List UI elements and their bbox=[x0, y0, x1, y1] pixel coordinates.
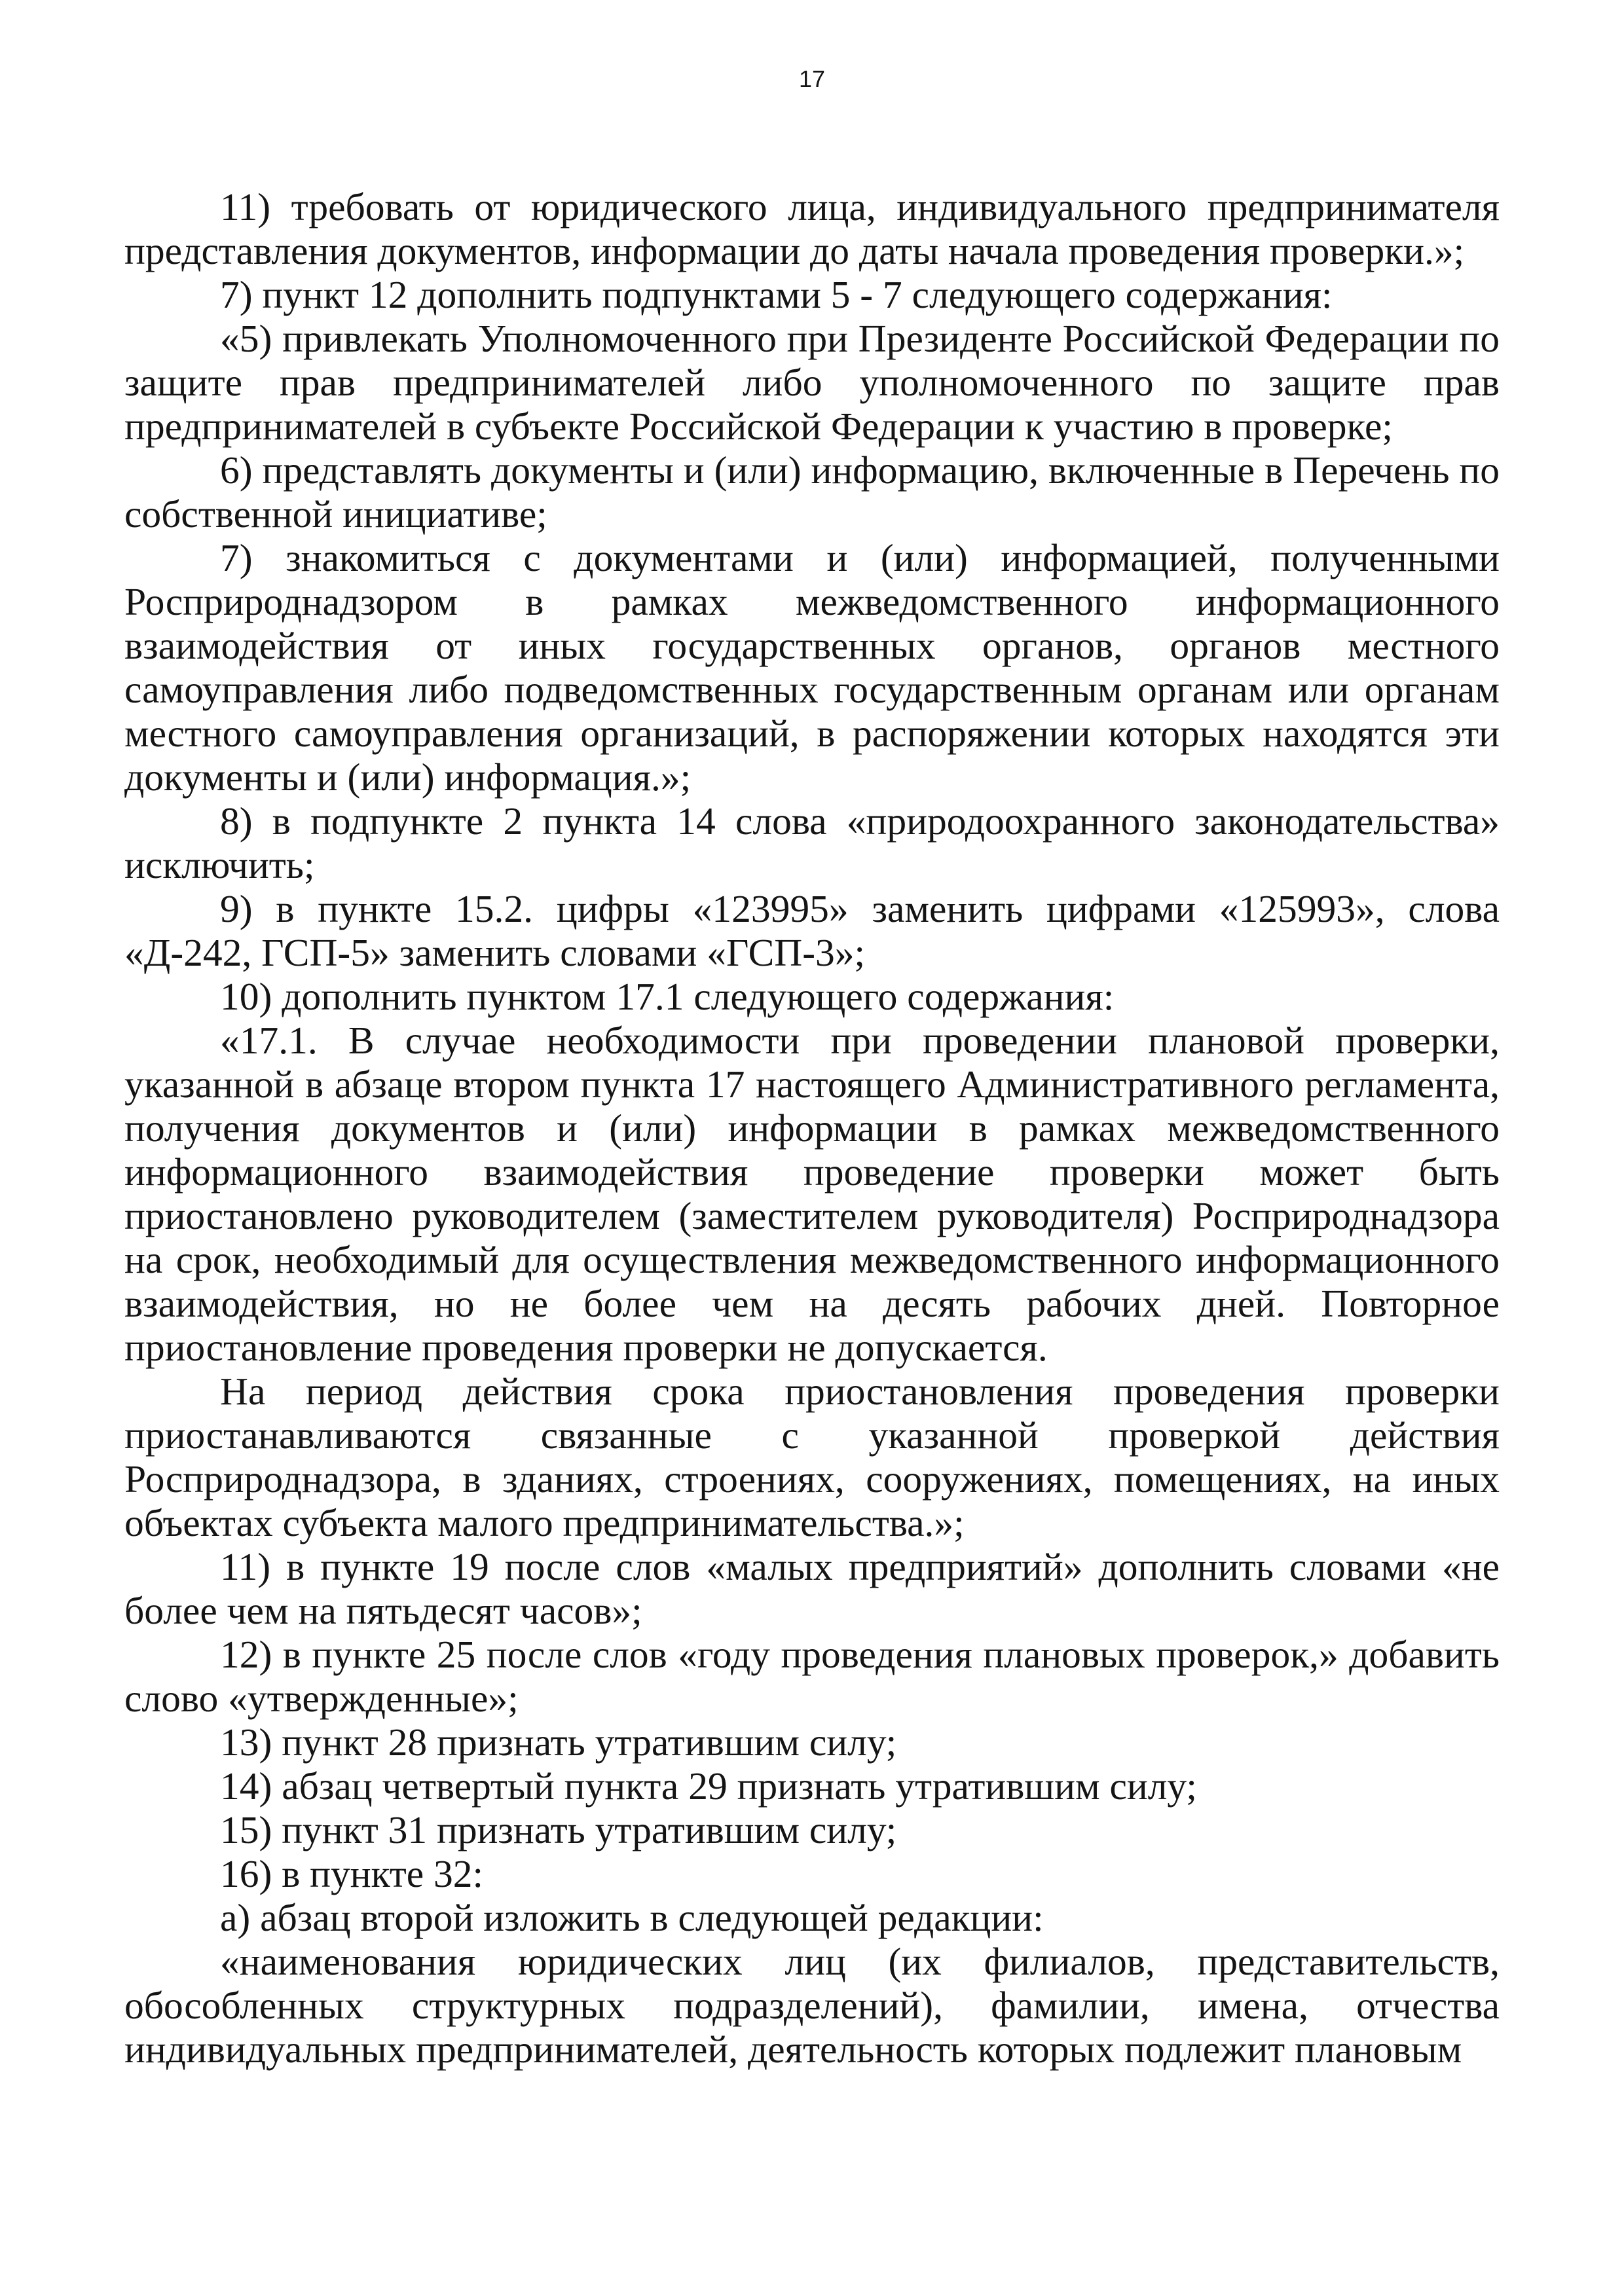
paragraph: 16) в пункте 32: bbox=[220, 1852, 484, 1895]
paragraph: 12) в пункте 25 после слов «году проведения плановых проверок,» добавить слово «утвержденные»; bbox=[124, 1633, 1500, 1720]
page-number: 17 bbox=[798, 65, 826, 92]
paragraph: 14) абзац четвертый пункта 29 признать утратившим силу; bbox=[220, 1764, 1197, 1808]
paragraph: 6) представлять документы и (или) информацию, включенные в Перечень по собственной инициативе; bbox=[124, 448, 1500, 536]
paragraph: 7) пункт 12 дополнить подпунктами 5 - 7 следующего содержания: bbox=[220, 273, 1333, 316]
paragraph: 13) пункт 28 признать утратившим силу; bbox=[220, 1721, 897, 1764]
paragraph: 15) пункт 31 признать утратившим силу; bbox=[220, 1808, 897, 1851]
paragraph: 8) в подпункте 2 пункта 14 слова «природоохранного законодательства» исключить; bbox=[124, 799, 1500, 886]
paragraph: «наименования юридических лиц (их филиалов, представительств, обособленных структурных подразделений), фамилии, имена, отчества индивидуальных предпринимателей, деятельность которых подлежит плановым bbox=[124, 1940, 1500, 2071]
paragraph: «5) привлекать Уполномоченного при Президенте Российской Федерации по защите прав предпринимателей либо уполномоченного по защите прав предпринимателей в субъекте Российской Федерации к участию в проверке; bbox=[124, 317, 1500, 448]
paragraph: 11) в пункте 19 после слов «малых предприятий» дополнить словами «не более чем на пятьдесят часов»; bbox=[124, 1545, 1500, 1632]
paragraph: На период действия срока приостановления проведения проверки приостанавливаются связанные с указанной проверкой действия Росприроднадзора, в зданиях, строениях, сооружениях, помещениях, на иных объектах субъекта малого предпринимательства.»; bbox=[124, 1370, 1500, 1544]
paragraph: 10) дополнить пунктом 17.1 следующего содержания: bbox=[220, 975, 1115, 1018]
document-body bbox=[124, 185, 1500, 2071]
paragraph: 9) в пункте 15.2. цифры «123995» заменить цифрами «125993», слова «Д-242, ГСП-5» заменить словами «ГСП-3»; bbox=[124, 887, 1500, 974]
paragraph: а) абзац второй изложить в следующей редакции: bbox=[220, 1896, 1044, 1939]
paragraph: 7) знакомиться с документами и (или) информацией, полученными Росприроднадзором в рамках межведомственного информационного взаимодействия от иных государственных органов, органов местного самоуправления либо подведомственных государственным органам или органам местного самоуправления организаций, в распоряжении которых находятся эти документы и (или) информация.»; bbox=[124, 536, 1500, 799]
paragraph: «17.1. В случае необходимости при проведении плановой проверки, указанной в абзаце втором пункта 17 настоящего Административного регламента, получения документов и (или) информации в рамках межведомственного информационного взаимодействия проведение проверки может быть приостановлено руководителем (заместителем руководителя) Росприроднадзора на срок, необходимый для осуществления межведомственного информационного взаимодействия, но не более чем на десять рабочих дней. Повторное приостановление проведения проверки не допускается. bbox=[124, 1019, 1500, 1369]
paragraph: 11) требовать от юридического лица, индивидуального предпринимателя представления документов, информации до даты начала проведения проверки.»; bbox=[124, 185, 1500, 272]
